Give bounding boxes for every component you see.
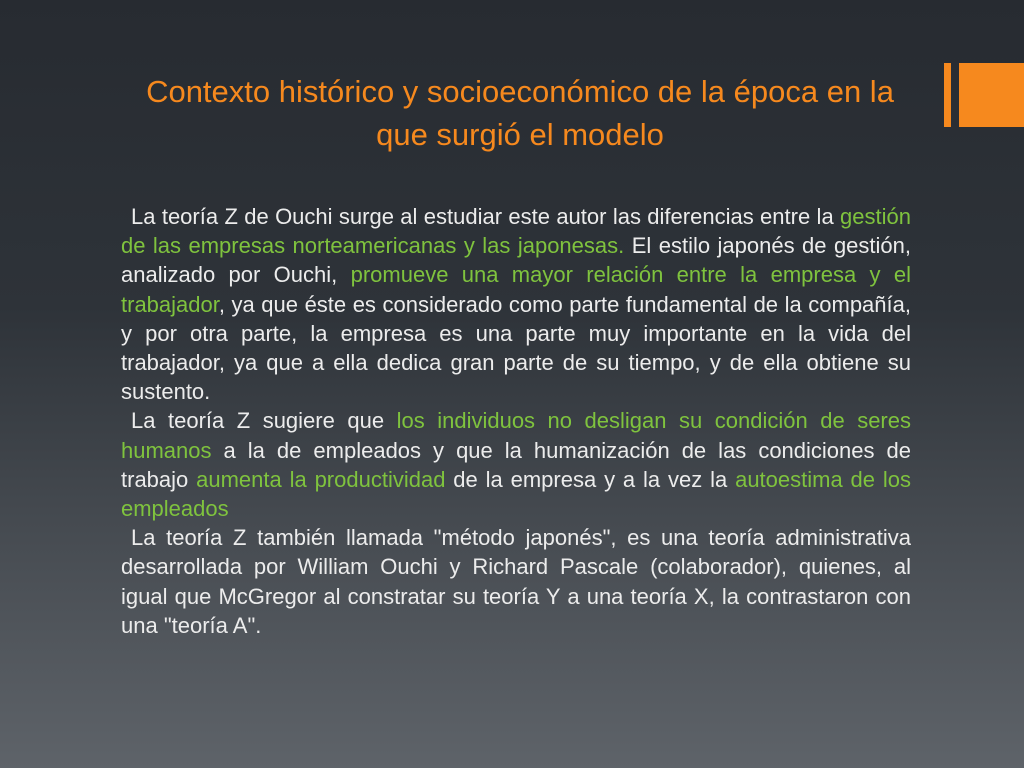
text-segment: de la empresa y a la vez la: [445, 466, 736, 492]
paragraph-2: [121, 406, 911, 523]
text-segment: El estilo japonés de gestión, analizado por Ouchi,: [121, 233, 911, 288]
accent-bar-thick: [959, 63, 1024, 127]
text-segment: La teoría Z de Ouchi surge al estudiar este autor las diferencias entre la: [131, 204, 841, 229]
text-segment: La teoría Z también llamada "método japonés", es una teoría administrativa desarrollada por William Ouchi y Richard Pascale (colaborador), quienes, al igual que McGregor al constratar su teoría Y a una teoría X, la contrastaron con una "teoría A".: [121, 525, 911, 638]
paragraph-1: [121, 202, 911, 406]
text-segment: , ya que éste es considerado como parte fundamental de la compañía, y por otra parte, la empresa es una parte muy importante en la vida del trabajador, ya que a ella dedica gran parte de su tiempo, y de ella obtiene su sustento.: [121, 291, 911, 405]
highlighted-phrase: promueve una mayor relación entre la empresa y el trabajador: [121, 262, 911, 317]
text-segment: a la de empleados y que la humanización de las condiciones de trabajo: [121, 437, 911, 492]
slide-title: Contexto histórico y socioeconómico de la época en la que surgió el modelo: [146, 74, 894, 152]
slide-body: [121, 202, 911, 640]
paragraph-3: [121, 523, 911, 640]
text-segment: La teoría Z sugiere que: [131, 408, 397, 434]
highlighted-phrase: aumenta la productividad: [196, 466, 446, 492]
highlighted-phrase: los individuos no desligan su condición de seres humanos: [121, 408, 911, 463]
accent-bar-thin: [944, 63, 951, 127]
highlighted-phrase: gestión de las empresas norteamericanas y las japonesas.: [121, 204, 911, 259]
highlighted-phrase: autoestima de los empleados: [121, 466, 912, 522]
